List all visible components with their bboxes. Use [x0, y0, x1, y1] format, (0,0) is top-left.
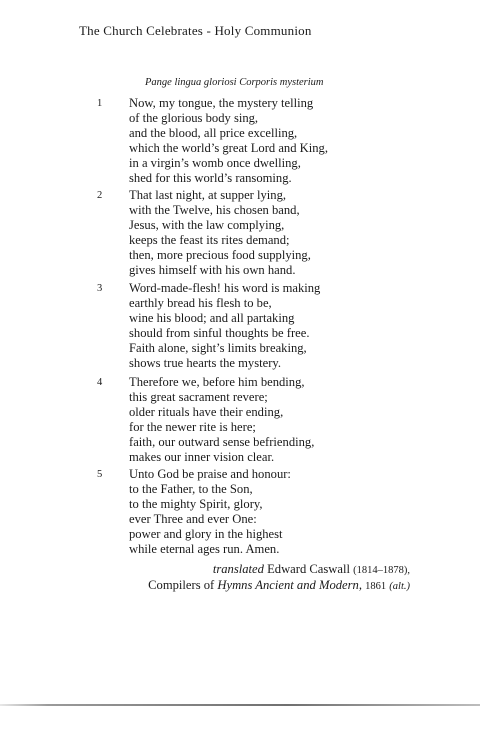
verse-line: Now, my tongue, the mystery telling	[129, 96, 314, 110]
verse-line: with the Twelve, his chosen band,	[129, 203, 300, 217]
compiler-prefix: Compilers of	[148, 578, 215, 592]
verse-line: makes our inner vision clear.	[129, 450, 275, 464]
verse-line: for the newer rite is here;	[129, 420, 256, 434]
verse-number: 4	[97, 377, 103, 388]
verse-line: gives himself with his own hand.	[129, 263, 296, 277]
verse-line: to the Father, to the Son,	[129, 482, 253, 496]
verse-line: while eternal ages run. Amen.	[129, 542, 280, 556]
verse-line: older rituals have their ending,	[129, 405, 284, 419]
verse-number: 3	[97, 283, 103, 294]
verse-lines	[129, 96, 328, 186]
translator-credit	[213, 562, 410, 577]
page-bottom-rule	[0, 704, 480, 706]
page-header: The Church Celebrates - Holy Communion	[79, 23, 312, 38]
verse-line: Unto God be praise and honour:	[129, 467, 291, 481]
latin-title: Pange lingua gloriosi Corporis mysterium	[145, 77, 324, 88]
verse-number: 2	[97, 190, 103, 201]
translator-name: Edward Caswall	[267, 562, 350, 576]
verse-line: Jesus, with the law complying,	[129, 218, 285, 232]
verse-line: power and glory in the highest	[129, 527, 283, 541]
verse-line: in a virgin’s womb once dwelling,	[129, 156, 301, 170]
verse-line: Word-made-flesh! his word is making	[129, 281, 321, 295]
verse-line: That last night, at supper lying,	[129, 188, 287, 202]
credit-prefix: translated	[212, 562, 264, 576]
verse-line: keeps the feast its rites demand;	[129, 233, 290, 247]
verse-line: Therefore we, before him bending,	[129, 375, 305, 389]
verse-line: shed for this world’s ransoming.	[129, 171, 292, 185]
verse-line: Faith alone, sight’s limits breaking,	[129, 341, 307, 355]
verse-line: wine his blood; and all partaking	[129, 311, 295, 325]
verse-line: to the mighty Spirit, glory,	[129, 497, 263, 511]
verse-number: 5	[97, 469, 103, 480]
book-title: Hymns Ancient and Modern,	[217, 578, 362, 592]
verse-number: 1	[97, 98, 103, 109]
verse-line: this great sacrament revere;	[129, 390, 268, 404]
verse-line: of the glorious body sing,	[129, 111, 259, 125]
alteration-note: (alt.)	[389, 581, 410, 592]
verse-lines	[129, 467, 291, 557]
verse-line: and the blood, all price excelling,	[129, 126, 298, 140]
compiler-credit	[148, 578, 410, 593]
verse-line: then, more precious food supplying,	[129, 248, 311, 262]
publication-year: 1861	[365, 581, 387, 592]
verse-lines	[129, 375, 314, 465]
verse-line: faith, our outward sense befriending,	[129, 435, 315, 449]
verse-line: which the world’s great Lord and King,	[129, 141, 329, 155]
verse-line: earthly bread his flesh to be,	[129, 296, 272, 310]
verse-line: shows true hearts the mystery.	[129, 356, 282, 370]
translator-dates: (1814–1878),	[353, 565, 410, 576]
verse-lines	[129, 188, 311, 278]
verse-lines	[129, 281, 320, 371]
verse-line: ever Three and ever One:	[129, 512, 257, 526]
verse-line: should from sinful thoughts be free.	[129, 326, 310, 340]
